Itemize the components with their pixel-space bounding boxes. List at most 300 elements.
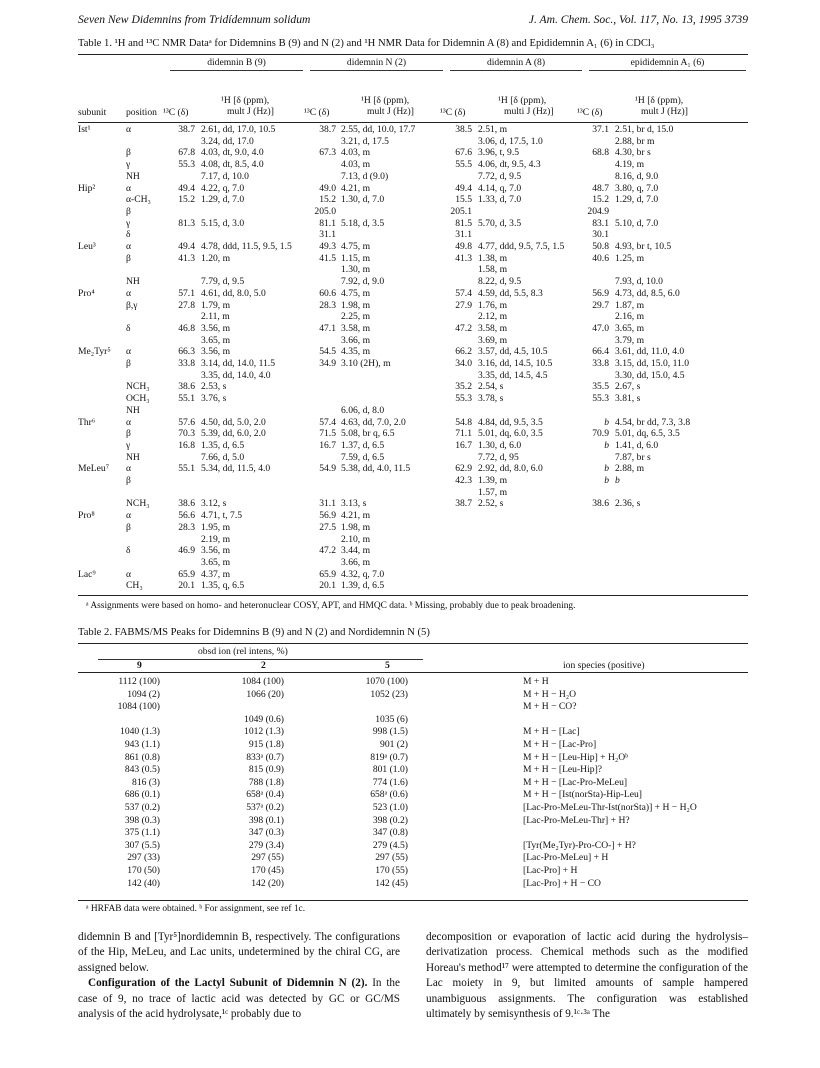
table1-position: γ — [126, 159, 131, 171]
table1-head-h1: ¹H [δ (ppm), — [498, 95, 547, 106]
table1-c13-value: 47.1 — [319, 322, 336, 334]
table2-ion-value: 347 (0.8) — [372, 827, 408, 839]
table1-c13-value: 35.2 — [455, 381, 472, 393]
table1-position: β — [126, 358, 131, 369]
table1-c13-value: 27.9 — [455, 299, 472, 311]
table1-h1-value: 3.61, dd, 11.0, 4.0 — [615, 346, 685, 358]
table2-ion-value: 537ᵃ (0.2) — [246, 802, 284, 813]
table1-h1-value: 7.87, br s — [615, 451, 651, 463]
table1-head-h1: mult J (Hz)] — [227, 106, 274, 117]
table1-c13-value: 49.4 — [455, 182, 472, 194]
table1-c13-value: 65.9 — [178, 568, 195, 580]
table1-position: α-CH₃ — [126, 194, 151, 206]
table1-c13-value: 31.1 — [319, 498, 336, 510]
table2-ion-value: 375 (1.1) — [124, 827, 160, 839]
table2-group-header: obsd ion (rel intens, %) — [198, 646, 288, 657]
table1-c13-value: 15.2 — [178, 194, 195, 206]
table1-h1-value: 6.06, d, 8.0 — [341, 404, 385, 416]
table1-position: β,γ — [126, 299, 138, 311]
table1-c13-value: 38.6 — [592, 498, 609, 510]
running-title: Seven New Didemnins from Tridídemnum solidum — [78, 13, 311, 26]
table1-h1-value: 2.55, dd, 10.0, 17.7 — [341, 124, 416, 135]
table1-h1-value: 4.03, dt, 9.0, 4.0 — [201, 147, 264, 159]
table1-group-rule — [310, 70, 443, 71]
table1-h1-value: 2.10, m — [341, 533, 371, 545]
table2-footnote: ᵃ HRFAB data were obtained. ᵇ For assignment, see ref 1c. — [86, 904, 306, 914]
table1-position: α — [126, 287, 132, 299]
table1-h1-value: 1.30, d, 7.0 — [341, 194, 385, 206]
table1-h1-value: 2.51, m — [478, 124, 508, 135]
table1-h1-value: 8.22, d, 9.5 — [478, 276, 522, 288]
table1-head-h1: ¹H [δ (ppm), — [635, 95, 684, 106]
table2-ion-value: 279 (4.5) — [372, 839, 408, 851]
table2-ion-species: M + H − [Ist(norSta)-Hip-Leu] — [523, 789, 642, 801]
table1-c13-value: 204.9 — [587, 205, 609, 217]
table1-h1-value: 3.81, s — [615, 393, 641, 405]
table1-h1-value: 3.35, dd, 14.5, 4.5 — [478, 369, 548, 381]
table1-c13-value: 81.1 — [319, 217, 336, 229]
table1-h1-value: 3.13, s — [341, 498, 367, 510]
table1-position: β — [126, 147, 131, 159]
table1-c13-value: 33.8 — [592, 358, 609, 369]
table1-position: α — [126, 124, 132, 135]
table1-h1-value: 4.21, m — [341, 182, 371, 194]
table1-h1-value: 4.61, dd, 8.0, 5.0 — [201, 287, 266, 299]
table1-group-rule — [450, 70, 582, 71]
table1-position: NCH₃ — [126, 381, 150, 393]
table1-h1-value: 1.57, m — [478, 486, 508, 498]
table1-position: NH — [126, 276, 140, 288]
table1-h1-value: 3.58, m — [341, 322, 371, 334]
table1-h1-value: 1.38, m — [478, 252, 508, 264]
left-paragraph-1: didemnin B and [Tyr⁵]nordidemnin B, respectively. The configurations of the Hip, MeLeu, and Lac units, undetermined by the chiral CG, are assigned below. — [78, 931, 400, 974]
table1-head-c13: ¹³C (δ) — [440, 107, 466, 118]
table1-group-header: epididemnin A₁ (6) — [630, 57, 705, 68]
table1-h1-value: 4.35, m — [341, 346, 371, 358]
table2-ion-value: 774 (1.6) — [372, 776, 408, 788]
table1-c13-value: 54.5 — [319, 346, 336, 358]
table1-subunit: Lac⁹ — [78, 568, 96, 580]
table1-c13-value: 81.3 — [178, 217, 195, 229]
table1-position: γ — [126, 439, 131, 451]
table2-ion-value: 398 (0.1) — [248, 814, 284, 826]
table1-h1-value: 5.34, dd, 11.5, 4.0 — [201, 463, 271, 475]
table1-c13-value: 47.2 — [319, 545, 336, 557]
table1-head-h1: ¹H [δ (ppm), — [221, 95, 270, 106]
table1-h1-value: 5.70, d, 3.5 — [478, 217, 522, 229]
table1-c13-value: 48.7 — [592, 182, 609, 194]
table1-h1-value: 1.39, d, 6.5 — [341, 580, 385, 592]
table1-c13-value: 47.0 — [592, 322, 609, 334]
table2-ion-species: M + H − H₂O — [523, 688, 577, 700]
table2-col-header: 5 — [385, 660, 390, 671]
table1-subunit: Me₂Tyr⁵ — [78, 346, 111, 358]
table2-ion-value: 658ᵃ (0.6) — [370, 789, 408, 801]
table1-head-subunit: subunit — [78, 107, 107, 118]
table1-group-rule — [170, 70, 303, 71]
table1-h1-value: 2.67, s — [615, 381, 641, 393]
table1-h1-value: 4.03, m — [341, 159, 371, 171]
table2-ion-species: M + H − [Leu-Hip]? — [523, 764, 603, 776]
table1-c13-value: 31.1 — [319, 229, 336, 241]
right-column-text — [426, 930, 748, 1022]
table1-footnote: ᵃ Assignments were based on homo- and heteronuclear COSY, APT, and HMQC data. ᵇ Missing, probably due to peak broadening. — [86, 601, 576, 611]
table2-ion-value: 537 (0.2) — [124, 802, 160, 813]
table2-ion-value: 819ᵃ (0.7) — [370, 751, 408, 763]
table1-c13-value: 16.7 — [455, 439, 472, 451]
section-heading: Configuration of the Lactyl Subunit of Didemnin N (2). — [88, 977, 368, 990]
table2-ion-value: 1012 (1.3) — [244, 726, 284, 738]
table1-h1-value: 1.58, m — [478, 264, 508, 276]
table1-h1-value: 3.06, d, 17.5, 1.0 — [478, 135, 543, 147]
table1-subunit: Leu³ — [78, 241, 96, 252]
table2-ion-value: 788 (1.8) — [248, 776, 284, 788]
table1-c13-value: 55.3 — [455, 393, 472, 405]
table2-ion-value: 398 (0.3) — [124, 814, 160, 826]
table1-c13-value: 57.4 — [319, 416, 336, 428]
table1-h1-value: 1.25, m — [615, 252, 645, 264]
table1-c13-value: 15.2 — [592, 194, 609, 206]
table1-position: α — [126, 463, 132, 475]
table1-c13-value: 60.6 — [319, 287, 336, 299]
table1-c13-value: 37.1 — [592, 124, 609, 135]
table1-head-h1: ¹H [δ (ppm), — [361, 95, 410, 106]
table2-caption: Table 2. FABMS/MS Peaks for Didemnins B (9) and N (2) and Nordidemnin N (5) — [78, 627, 430, 638]
table2-ion-value: 1094 (2) — [127, 688, 160, 700]
table2-ion-value: 523 (1.0) — [372, 802, 408, 813]
table1-c13-value: 38.7 — [455, 498, 472, 510]
table1-head-h1: mult J (Hz)] — [641, 106, 688, 117]
table1-c13-value: b — [604, 416, 609, 428]
table1-subunit: Hip² — [78, 182, 96, 194]
table1-position: β — [126, 205, 131, 217]
table1-h1-value: 2.88, br m — [615, 135, 655, 147]
table1-c13-value: 205.0 — [314, 205, 336, 217]
table1-position: α — [126, 182, 132, 194]
table1-h1-value: 4.06, dt, 9.5, 4.3 — [478, 159, 541, 171]
table1-group-header: didemnin B (9) — [207, 57, 266, 68]
table1-h1-value: 8.16, d, 9.0 — [615, 170, 659, 182]
table1-h1-value: 3.10 (2H), m — [341, 358, 391, 369]
table1-c13-value: 46.9 — [178, 545, 195, 557]
table2-ion-value: 915 (1.8) — [248, 739, 284, 750]
table1-c13-value: 57.4 — [455, 287, 472, 299]
table2-ion-species: [Lac-Pro-MeLeu-Thr-Ist(norSta)] + H − H₂O — [523, 802, 697, 813]
table1-c13-value: 55.1 — [178, 463, 195, 475]
table2-ion-value: 1049 (0.6) — [244, 713, 284, 725]
table1-h1-value: 4.75, m — [341, 241, 371, 252]
table2-col-header: 9 — [137, 660, 142, 671]
table1-h1-value: 2.11, m — [201, 311, 230, 323]
table1-c13-value: 46.8 — [178, 322, 195, 334]
table2-ion-value: 142 (45) — [375, 877, 408, 889]
table2-ion-species: [Lac-Pro-MeLeu] + H — [523, 852, 609, 864]
table1-position: NH — [126, 170, 140, 182]
table2-ion-value: 861 (0.8) — [124, 751, 160, 763]
table1-h1-value: 7.79, d, 9.5 — [201, 276, 245, 288]
table1-h1-value: 4.19, m — [615, 159, 645, 171]
table2-ion-species: M + H − CO? — [523, 701, 577, 713]
table1-c13-value: 28.3 — [178, 521, 195, 533]
table1-c13-value: 55.1 — [178, 393, 195, 405]
table1-h1-value: 5.15, d, 3.0 — [201, 217, 245, 229]
table1-h1-value: 2.12, m — [478, 311, 508, 323]
table1-c13-value: 49.4 — [178, 182, 195, 194]
table1-c13-value: 56.9 — [319, 510, 336, 522]
table1-h1-value: 1.30, m — [341, 264, 371, 276]
table2-ion-species: M + H − [Lac] — [523, 726, 580, 738]
table2-ion-value: 142 (40) — [127, 877, 160, 889]
right-paragraph: decomposition or evaporation of lactic acid during the hydrolysis–derivatization process. Chemical methods such as the modified Horeau's method¹⁷ were attempted to determine the configuration of the Lac moiety in 9, but limited amounts of sample hampered unambiguous assignments. The configuration was established ultimately by semisynthesis of 9.¹ᶜ·³ᵃ The — [426, 931, 748, 1021]
table1-h1-value: 1.95, m — [201, 521, 231, 533]
table1-h1-value: 3.44, m — [341, 545, 371, 557]
table2-ion-value: 801 (1.0) — [372, 764, 408, 776]
table1-h1-value: 4.84, dd, 9.5, 3.5 — [478, 416, 543, 428]
table1-c13-value: 81.5 — [455, 217, 472, 229]
table1-position: α — [126, 510, 132, 522]
table1-c13-value: 27.8 — [178, 299, 195, 311]
table1-c13-value: 49.8 — [455, 241, 472, 252]
table1-c13-value: 55.3 — [592, 393, 609, 405]
table2-ion-value: 998 (1.5) — [372, 726, 408, 738]
table1-c13-value: b — [604, 463, 609, 475]
table1-h1-value: 3.58, m — [478, 322, 508, 334]
table1-h1-value: 4.14, q, 7.0 — [478, 182, 522, 194]
table1-c13-value: b — [604, 475, 609, 486]
table1-c13-value: 41.5 — [319, 252, 336, 264]
table2-ion-value: 1040 (1.3) — [120, 726, 160, 738]
table1-h1-value: 7.66, d, 5.0 — [201, 451, 245, 463]
table2-ion-value: 815 (0.9) — [248, 764, 284, 776]
table1-subunit: Pro⁸ — [78, 510, 95, 522]
table1-h1-value: 4.08, dt, 8.5, 4.0 — [201, 159, 264, 171]
table1-h1-value: 3.56, m — [201, 346, 231, 358]
table2-ion-value: 170 (45) — [251, 865, 284, 876]
table1-c13-value: 15.2 — [319, 194, 336, 206]
table2-header-rule — [78, 672, 748, 673]
table1-h1-value: 4.71, t, 7.5 — [201, 510, 243, 522]
table1-h1-value: 5.39, dd, 6.0, 2.0 — [201, 428, 266, 440]
table1-h1-value: 7.17, d, 10.0 — [201, 170, 249, 182]
table1-h1-value: 2.36, s — [615, 498, 641, 510]
table1-c13-value: 62.9 — [455, 463, 472, 475]
table1-c13-value: 55.3 — [178, 159, 195, 171]
table2-ion-value: 843 (0.5) — [124, 764, 160, 776]
table2-ion-value: 1070 (100) — [365, 676, 408, 687]
table1-h1-value: 3.12, s — [201, 498, 227, 510]
table1-c13-value: 20.1 — [319, 580, 336, 592]
table1-c13-value: 38.5 — [455, 124, 472, 135]
table1-h1-value: 1.35, d, 6.5 — [201, 439, 245, 451]
table1-h1-value: 1.35, q, 6.5 — [201, 580, 245, 592]
table1-h1-value: 2.25, m — [341, 311, 371, 323]
table1-h1-value: 3.56, m — [201, 545, 231, 557]
table1-c13-value: 38.7 — [319, 124, 336, 135]
table2-ion-value: 170 (55) — [375, 865, 408, 876]
table1-h1-value: 4.54, br dd, 7.3, 3.8 — [615, 416, 691, 428]
table1-bottom-rule — [78, 595, 748, 596]
table1-h1-value: 2.19, m — [201, 533, 231, 545]
table1-head-h1: mult J (Hz)] — [367, 106, 414, 117]
table1-h1-value: 1.87, m — [615, 299, 645, 311]
table2-ion-value: 658ᵃ (0.4) — [246, 789, 284, 801]
table2-ion-value: 686 (0.1) — [124, 789, 160, 801]
table1-position: OCH₃ — [126, 393, 150, 405]
table1-h1-value: b — [615, 475, 620, 486]
table1-c13-value: 28.3 — [319, 299, 336, 311]
table1-h1-value: 2.88, m — [615, 463, 645, 475]
table1-h1-value: 4.73, dd, 8.5, 6.0 — [615, 287, 680, 299]
table1-h1-value: 4.59, dd, 5.5, 8.3 — [478, 287, 543, 299]
table1-c13-value: 49.3 — [319, 241, 336, 252]
table1-c13-value: 35.5 — [592, 381, 609, 393]
table1-h1-value: 5.08, br q, 6.5 — [341, 428, 395, 440]
table1-c13-value: 41.3 — [455, 252, 472, 264]
table1-h1-value: 3.96, t, 9.5 — [478, 147, 520, 159]
table1-h1-value: 5.18, d, 3.5 — [341, 217, 385, 229]
table1-h1-value: 3.78, s — [478, 393, 504, 405]
table1-h1-value: 1.29, d, 7.0 — [615, 194, 659, 206]
table1-head-c13: ¹³C (δ) — [577, 107, 603, 118]
table1-h1-value: 7.59, d, 6.5 — [341, 451, 385, 463]
table1-h1-value: 3.66, m — [341, 334, 371, 346]
table1-c13-value: 27.5 — [319, 521, 336, 533]
table1-top-rule — [78, 54, 748, 55]
table1-h1-value: 2.53, s — [201, 381, 227, 393]
table1-c13-value: 31.1 — [455, 229, 472, 241]
running-header — [78, 13, 748, 26]
table1-position: β — [126, 475, 131, 486]
table1-position: β — [126, 428, 131, 440]
table2-ion-species: M + H − [Lac-Pro-MeLeu] — [523, 776, 628, 788]
table2-ion-value: 297 (55) — [251, 852, 284, 864]
table2-ion-species: [Lac-Pro-MeLeu-Thr] + H? — [523, 814, 630, 826]
table1-h1-value: 4.63, dd, 7.0, 2.0 — [341, 416, 406, 428]
table2-ion-species: M + H — [523, 676, 549, 687]
table1-h1-value: 1.79, m — [201, 299, 231, 311]
table1-h1-value: 3.24, dd, 17.0 — [201, 135, 254, 147]
table1-group-header: didemnin A (8) — [486, 57, 546, 68]
table1-h1-value: 1.39, m — [478, 475, 508, 486]
table1-h1-value: 4.30, br s — [615, 147, 651, 159]
table1-c13-value: 56.9 — [592, 287, 609, 299]
table2-ion-value: 1112 (100) — [118, 676, 160, 687]
table2-col-header: 2 — [261, 660, 266, 671]
table1-c13-value: 34.9 — [319, 358, 336, 369]
table1-c13-value: 15.5 — [455, 194, 472, 206]
table1-c13-value: 67.6 — [455, 147, 472, 159]
table1-c13-value: 38.6 — [178, 381, 195, 393]
table1-position: α — [126, 416, 132, 428]
table1-c13-value: 66.2 — [455, 346, 472, 358]
table1-h1-value: 3.15, dd, 15.0, 11.0 — [615, 358, 689, 369]
table1-c13-value: 70.3 — [178, 428, 195, 440]
table1-c13-value: 41.3 — [178, 252, 195, 264]
table2-top-rule — [78, 643, 748, 644]
table2-ion-value: 297 (33) — [127, 852, 160, 864]
table1-position: α — [126, 346, 132, 358]
table1-position: α — [126, 241, 132, 252]
table1-header-rule — [78, 122, 748, 123]
table2-ion-value: 347 (0.3) — [248, 827, 284, 839]
table2-ion-value: 1035 (6) — [375, 713, 408, 725]
table1-h1-value: 3.30, dd, 15.0, 4.5 — [615, 369, 685, 381]
table2-ion-value: 170 (50) — [127, 865, 160, 876]
table1-c13-value: 55.5 — [455, 159, 472, 171]
table1-head-c13: ¹³C (δ) — [163, 107, 189, 118]
table1-subunit: MeLeu⁷ — [78, 463, 110, 475]
table1-h1-value: 1.37, d, 6.5 — [341, 439, 385, 451]
table1-h1-value: 1.15, m — [341, 252, 371, 264]
table2-ion-value: 307 (5.5) — [124, 839, 160, 851]
table1-c13-value: 29.7 — [592, 299, 609, 311]
table2-ion-species: M + H − [Lac-Pro] — [523, 739, 597, 750]
table1-c13-value: 47.2 — [455, 322, 472, 334]
table1-h1-value: 3.79, m — [615, 334, 645, 346]
table1-c13-value: 54.9 — [319, 463, 336, 475]
table1-c13-value: 56.6 — [178, 510, 195, 522]
table1-h1-value: 3.65, m — [615, 322, 645, 334]
table1-c13-value: 71.1 — [455, 428, 472, 440]
table1-c13-value: 71.5 — [319, 428, 336, 440]
table1-position: δ — [126, 322, 131, 334]
table1-h1-value: 3.14, dd, 14.0, 11.5 — [201, 358, 275, 369]
table2-bottom-rule — [78, 900, 748, 901]
table1-h1-value: 4.32, q, 7.0 — [341, 568, 385, 580]
table2-ion-value: 1084 (100) — [241, 676, 284, 687]
table1-c13-value: 38.6 — [178, 498, 195, 510]
table1-h1-value: 4.93, br t, 10.5 — [615, 241, 672, 252]
left-paragraph-2 — [78, 976, 400, 1022]
table2-ion-species: [Tyr(Me₂Tyr)-Pro-CO-] + H? — [523, 839, 636, 851]
journal-citation: J. Am. Chem. Soc., Vol. 117, No. 13, 1995 3739 — [528, 13, 748, 26]
table2-ion-value: 816 (3) — [132, 776, 160, 788]
table1-c13-value: 42.3 — [455, 475, 472, 486]
table1-c13-value: 16.8 — [178, 439, 195, 451]
table1-head-c13: ¹³C (δ) — [304, 107, 330, 118]
table2-ion-value: 1066 (20) — [246, 688, 284, 700]
table1-h1-value: 4.78, ddd, 11.5, 9.5, 1.5 — [201, 241, 292, 252]
table1-h1-value: 4.77, ddd, 9.5, 7.5, 1.5 — [478, 241, 565, 252]
table1-h1-value: 1.76, m — [478, 299, 508, 311]
table1-position: NH — [126, 404, 140, 416]
table1-subunit: Ist¹ — [78, 124, 91, 135]
table1-c13-value: 50.8 — [592, 241, 609, 252]
table1-c13-value: 66.4 — [592, 346, 609, 358]
table1-group-rule — [589, 70, 746, 71]
table2-ion-species: [Lac-Pro] + H — [523, 865, 578, 876]
table1-h1-value: 2.61, dd, 17.0, 10.5 — [201, 124, 276, 135]
table1-c13-value: 205.1 — [450, 205, 472, 217]
table1-h1-value: 2.51, br d, 15.0 — [615, 124, 674, 135]
table2-ion-value: 1084 (100) — [117, 701, 160, 713]
table1-h1-value: 2.54, s — [478, 381, 504, 393]
table2-ion-value: 142 (20) — [251, 877, 284, 889]
table1-c13-value: 57.6 — [178, 416, 195, 428]
table1-h1-value: 7.13, d (9.0) — [341, 170, 389, 182]
table2-ion-value: 833ᵃ (0.7) — [246, 751, 284, 763]
table1-h1-value: 2.16, m — [615, 311, 645, 323]
table1-h1-value: 4.50, dd, 5.0, 2.0 — [201, 416, 266, 428]
table1-caption: Table 1. ¹H and ¹³C NMR Dataᵃ for Didemnins B (9) and N (2) and ¹H NMR Data for Didemnin A (8) and Epididemnin A₁ (6) in CDCl₃ — [78, 38, 655, 49]
table1-c13-value: 54.8 — [455, 416, 472, 428]
table1-h1-value: 3.57, dd, 4.5, 10.5 — [478, 346, 548, 358]
table1-h1-value: 7.72, d, 95 — [478, 451, 519, 463]
table1-h1-value: 2.92, dd, 8.0, 6.0 — [478, 463, 543, 475]
table1-c13-value: 83.1 — [592, 217, 609, 229]
table1-h1-value: 3.69, m — [478, 334, 508, 346]
table1-h1-value: 3.65, m — [201, 334, 231, 346]
